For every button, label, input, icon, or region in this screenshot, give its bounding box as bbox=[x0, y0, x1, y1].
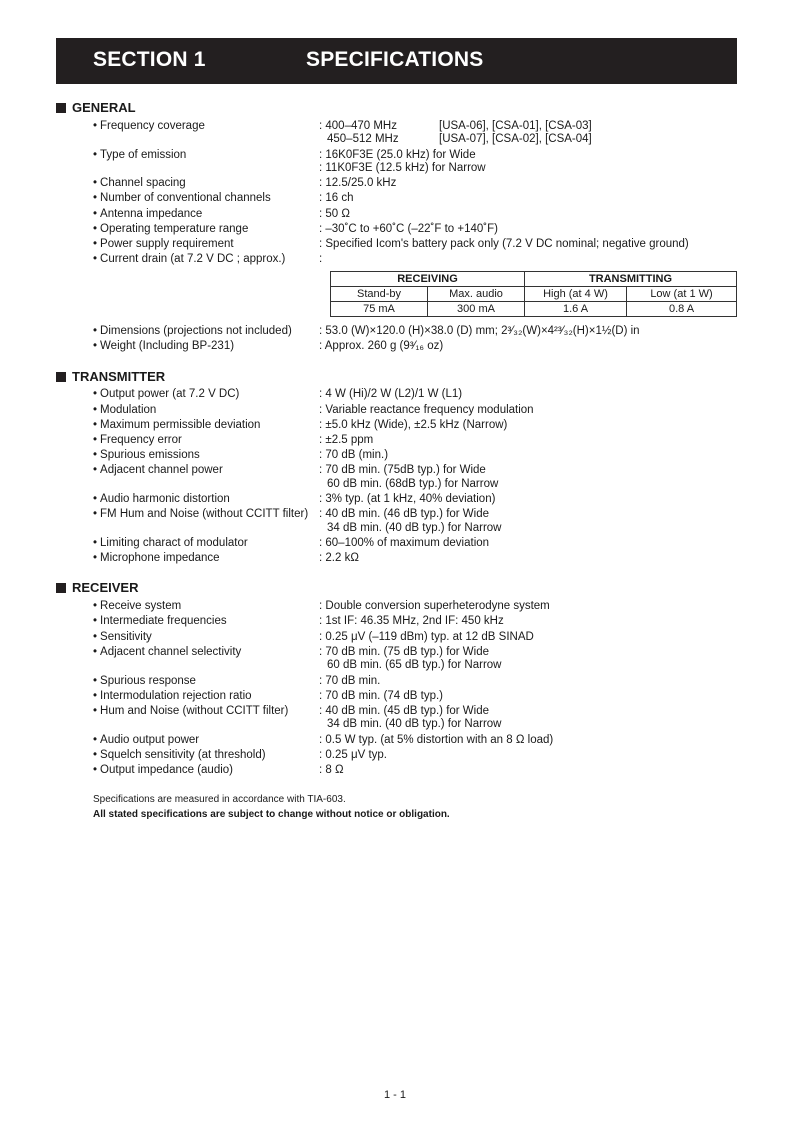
spec-value: : 70 dB (min.) bbox=[319, 449, 389, 461]
spec-value: : 11K0F3E (12.5 kHz) for Narrow bbox=[319, 162, 486, 174]
table-header-transmitting: TRANSMITTING bbox=[525, 272, 737, 287]
spec-value: : 3% typ. (at 1 kHz, 40% deviation) bbox=[319, 493, 496, 505]
spec-label: • Audio output power bbox=[93, 733, 199, 747]
note-measured: Specifications are measured in accordance with TIA-603. bbox=[93, 794, 346, 805]
section-heading-label: TRANSMITTER bbox=[72, 369, 166, 384]
square-bullet-icon bbox=[56, 583, 66, 593]
spec-label: • Current drain (at 7.2 V DC ; approx.) bbox=[93, 252, 285, 266]
table-cell: Max. audio bbox=[428, 287, 525, 302]
spec-value: : 0.25 μV (–119 dBm) typ. at 12 dB SINAD bbox=[319, 631, 534, 643]
general-heading bbox=[56, 101, 136, 115]
spec-label: • Limiting charact of modulator bbox=[93, 536, 248, 550]
spec-value: 34 dB min. (40 dB typ.) for Narrow bbox=[327, 522, 502, 534]
table-cell: 0.8 A bbox=[627, 302, 737, 317]
spec-label: • Frequency error bbox=[93, 433, 182, 447]
spec-label: • Receive system bbox=[93, 599, 181, 613]
spec-label: • Audio harmonic distortion bbox=[93, 492, 230, 506]
spec-label: • Adjacent channel selectivity bbox=[93, 645, 241, 659]
spec-value: : Specified Icom's battery pack only (7.2 V DC nominal; negative ground) bbox=[319, 238, 689, 250]
current-drain-table bbox=[330, 271, 737, 317]
table-cell: High (at 4 W) bbox=[525, 287, 627, 302]
spec-value: : 16K0F3E (25.0 kHz) for Wide bbox=[319, 149, 476, 161]
spec-label: • Power supply requirement bbox=[93, 237, 234, 251]
spec-value: : 70 dB min. (75 dB typ.) for Wide bbox=[319, 646, 490, 658]
spec-value: : 8 Ω bbox=[319, 764, 344, 776]
spec-value: : 53.0 (W)×120.0 (H)×38.0 (D) mm; 2³⁄₃₂(W)×4²³⁄₃₂(H)×1½(D) in bbox=[319, 325, 640, 337]
table-cell: 300 mA bbox=[428, 302, 525, 317]
spec-label: • Intermodulation rejection ratio bbox=[93, 689, 252, 703]
spec-value: : 1st IF: 46.35 MHz, 2nd IF: 450 kHz bbox=[319, 615, 504, 627]
transmitter-heading bbox=[56, 370, 165, 384]
spec-label: • FM Hum and Noise (without CCITT filter) bbox=[93, 507, 308, 521]
square-bullet-icon bbox=[56, 103, 66, 113]
spec-value: : 4 W (Hi)/2 W (L2)/1 W (L1) bbox=[319, 388, 463, 400]
spec-label: • Maximum permissible deviation bbox=[93, 418, 260, 432]
spec-value: : 16 ch bbox=[319, 192, 354, 204]
spec-version-tag: [USA-06], [CSA-01], [CSA-03] bbox=[439, 120, 592, 132]
receiver-heading bbox=[56, 581, 138, 595]
spec-value: : 0.5 W typ. (at 5% distortion with an 8 Ω load) bbox=[319, 734, 554, 746]
spec-value: : bbox=[319, 253, 323, 265]
spec-value: 60 dB min. (65 dB typ.) for Narrow bbox=[327, 659, 502, 671]
spec-label: • Antenna impedance bbox=[93, 207, 202, 221]
spec-label: • Spurious emissions bbox=[93, 448, 200, 462]
section-number: SECTION 1 bbox=[93, 48, 206, 71]
table-cell: 1.6 A bbox=[525, 302, 627, 317]
spec-label: • Output impedance (audio) bbox=[93, 763, 233, 777]
spec-label: • Weight (Including BP-231) bbox=[93, 339, 234, 353]
spec-value: 60 dB min. (68dB typ.) for Narrow bbox=[327, 478, 499, 490]
spec-label: • Frequency coverage bbox=[93, 119, 205, 133]
spec-value: : 400–470 MHz bbox=[319, 120, 397, 132]
page-number: 1 - 1 bbox=[384, 1089, 407, 1101]
table-header-receiving: RECEIVING bbox=[331, 272, 525, 287]
spec-label: • Sensitivity bbox=[93, 630, 152, 644]
spec-label: • Operating temperature range bbox=[93, 222, 248, 236]
spec-label: • Type of emission bbox=[93, 148, 186, 162]
spec-label: • Output power (at 7.2 V DC) bbox=[93, 387, 239, 401]
table-row bbox=[331, 272, 737, 287]
table-cell: 75 mA bbox=[331, 302, 428, 317]
spec-value: : 12.5/25.0 kHz bbox=[319, 177, 397, 189]
table-cell: Low (at 1 W) bbox=[627, 287, 737, 302]
spec-label: • Adjacent channel power bbox=[93, 463, 223, 477]
spec-label: • Dimensions (projections not included) bbox=[93, 324, 292, 338]
spec-label: • Modulation bbox=[93, 403, 156, 417]
spec-label: • Hum and Noise (without CCITT filter) bbox=[93, 704, 288, 718]
spec-value: : ±5.0 kHz (Wide), ±2.5 kHz (Narrow) bbox=[319, 419, 508, 431]
spec-value: : 70 dB min. (75dB typ.) for Wide bbox=[319, 464, 486, 476]
section-heading-label: GENERAL bbox=[72, 100, 136, 115]
spec-label: • Spurious response bbox=[93, 674, 196, 688]
spec-value: : Double conversion superheterodyne system bbox=[319, 600, 550, 612]
spec-label: • Microphone impedance bbox=[93, 551, 220, 565]
square-bullet-icon bbox=[56, 372, 66, 382]
spec-value: 34 dB min. (40 dB typ.) for Narrow bbox=[327, 718, 502, 730]
spec-label: • Squelch sensitivity (at threshold) bbox=[93, 748, 266, 762]
spec-label: • Intermediate frequencies bbox=[93, 614, 227, 628]
spec-value: 450–512 MHz bbox=[327, 133, 399, 145]
spec-value: : Variable reactance frequency modulation bbox=[319, 404, 534, 416]
spec-value: : –30˚C to +60˚C (–22˚F to +140˚F) bbox=[319, 223, 498, 235]
spec-value: : 0.25 μV typ. bbox=[319, 749, 387, 761]
note-subject-to-change: All stated specifications are subject to change without notice or obligation. bbox=[93, 809, 450, 820]
spec-value: : 40 dB min. (45 dB typ.) for Wide bbox=[319, 705, 490, 717]
section-header-bar bbox=[56, 38, 737, 84]
spec-label: • Channel spacing bbox=[93, 176, 186, 190]
section-heading-label: RECEIVER bbox=[72, 580, 139, 595]
spec-value: : 60–100% of maximum deviation bbox=[319, 537, 490, 549]
spec-value: : 2.2 kΩ bbox=[319, 552, 359, 564]
spec-value: : ±2.5 ppm bbox=[319, 434, 374, 446]
spec-value: : Approx. 260 g (9³⁄₁₆ oz) bbox=[319, 340, 444, 352]
table-cell: Stand-by bbox=[331, 287, 428, 302]
page-title: SPECIFICATIONS bbox=[306, 48, 484, 71]
spec-value: : 50 Ω bbox=[319, 208, 350, 220]
table-row bbox=[331, 287, 737, 302]
spec-label: • Number of conventional channels bbox=[93, 191, 271, 205]
table-row bbox=[331, 302, 737, 317]
spec-version-tag: [USA-07], [CSA-02], [CSA-04] bbox=[439, 133, 592, 145]
spec-value: : 70 dB min. (74 dB typ.) bbox=[319, 690, 444, 702]
spec-value: : 40 dB min. (46 dB typ.) for Wide bbox=[319, 508, 490, 520]
spec-value: : 70 dB min. bbox=[319, 675, 381, 687]
